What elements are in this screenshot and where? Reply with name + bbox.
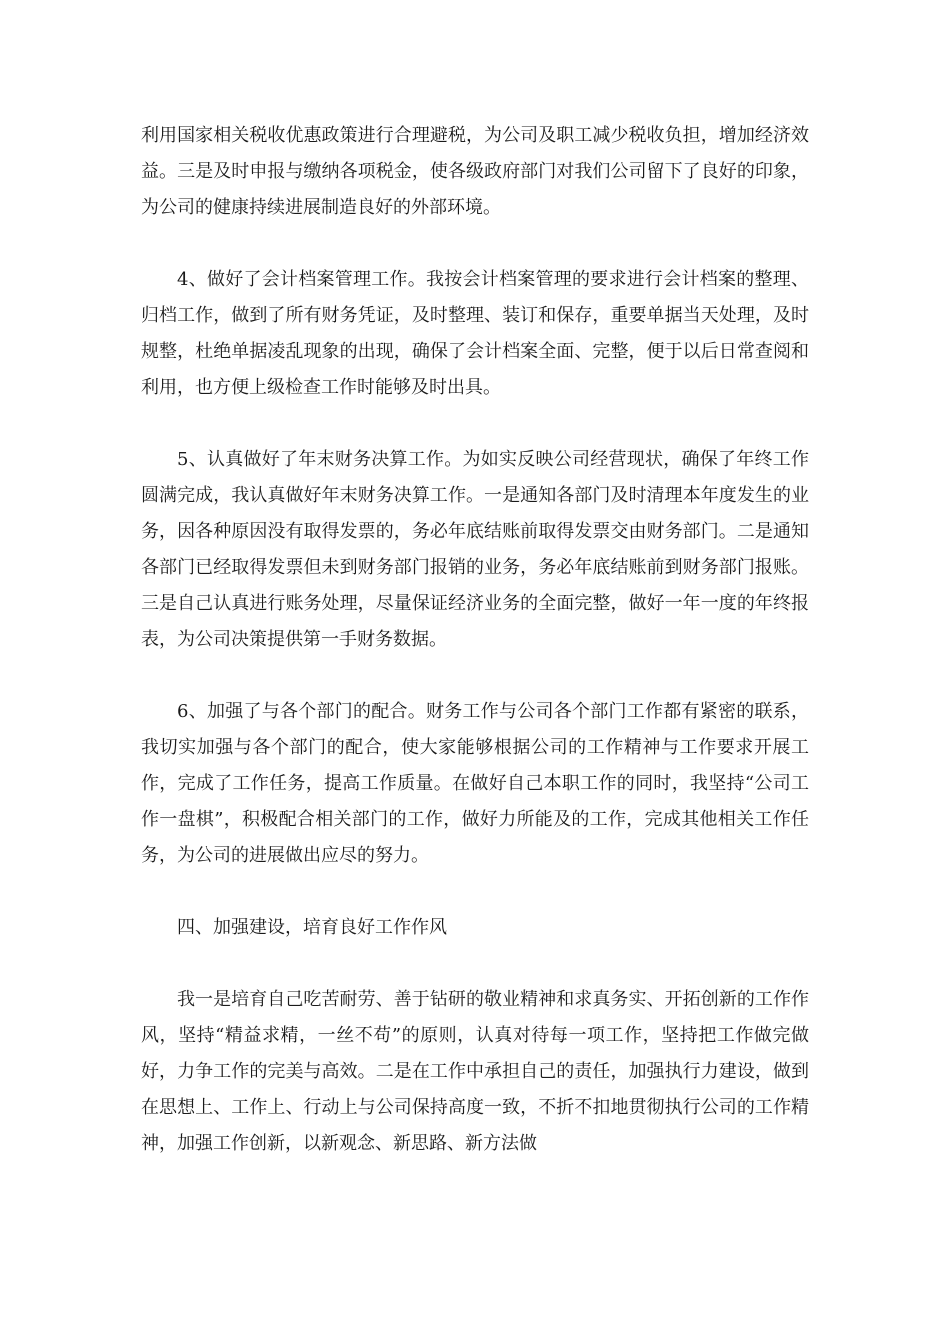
paragraph-tax-continuation: 利用国家相关税收优惠政策进行合理避税，为公司及职工减少税收负担，增加经济效益。三是及时申报与缴纳各项税金，使各级政府部门对我们公司留下了良好的印象，为公司的健康持续进展制造良好的外部环境。 — [141, 125, 809, 218]
section-heading-work-style: 四、加强建设，培育良好工作作风 — [177, 917, 447, 938]
paragraph-department-cooperation: 6、加强了与各个部门的配合。财务工作与公司各个部门工作都有紧密的联系，我切实加强与各个部门的配合，使大家能够根据公司的工作精神与工作要求开展工作，完成了工作任务，提高工作质量。在做好自己本职工作的同时，我坚持“公司工作一盘棋”，积极配合相关部门的工作，做好力所能及的工作，完成其他相关工作任务，为公司的进展做出应尽的努力。 — [141, 701, 809, 866]
paragraph-gap — [141, 658, 809, 694]
paragraph-gap — [141, 874, 809, 910]
paragraph-gap — [141, 946, 809, 982]
document-page — [141, 118, 809, 1162]
paragraph-archive-management: 4、做好了会计档案管理工作。我按会计档案管理的要求进行会计档案的整理、归档工作，做到了所有财务凭证，及时整理、装订和保存，重要单据当天处理，及时规整，杜绝单据凌乱现象的出现，确保了会计档案全面、完整，便于以后日常查阅和利用，也方便上级检查工作时能够及时出具。 — [141, 269, 809, 398]
paragraph-work-style: 我一是培育自己吃苦耐劳、善于钻研的敬业精神和求真务实、开拓创新的工作作风，坚持“精益求精，一丝不苟”的原则，认真对待每一项工作，坚持把工作做完做好，力争工作的完美与高效。二是在工作中承担自己的责任，加强执行力建设，做到在思想上、工作上、行动上与公司保持高度一致，不折不扣地贯彻执行公司的工作精神，加强工作创新，以新观念、新思路、新方法做 — [141, 989, 809, 1154]
paragraph-gap — [141, 226, 809, 262]
paragraph-year-end-accounts: 5、认真做好了年末财务决算工作。为如实反映公司经营现状，确保了年终工作圆满完成，我认真做好年末财务决算工作。一是通知各部门及时清理本年度发生的业务，因各种原因没有取得发票的，务必年底结账前取得发票交由财务部门。二是通知各部门已经取得发票但未到财务部门报销的业务，务必年底结账前到财务部门报账。三是自己认真进行账务处理，尽量保证经济业务的全面完整，做好一年一度的年终报表，为公司决策提供第一手财务数据。 — [141, 449, 809, 650]
paragraph-gap — [141, 406, 809, 442]
